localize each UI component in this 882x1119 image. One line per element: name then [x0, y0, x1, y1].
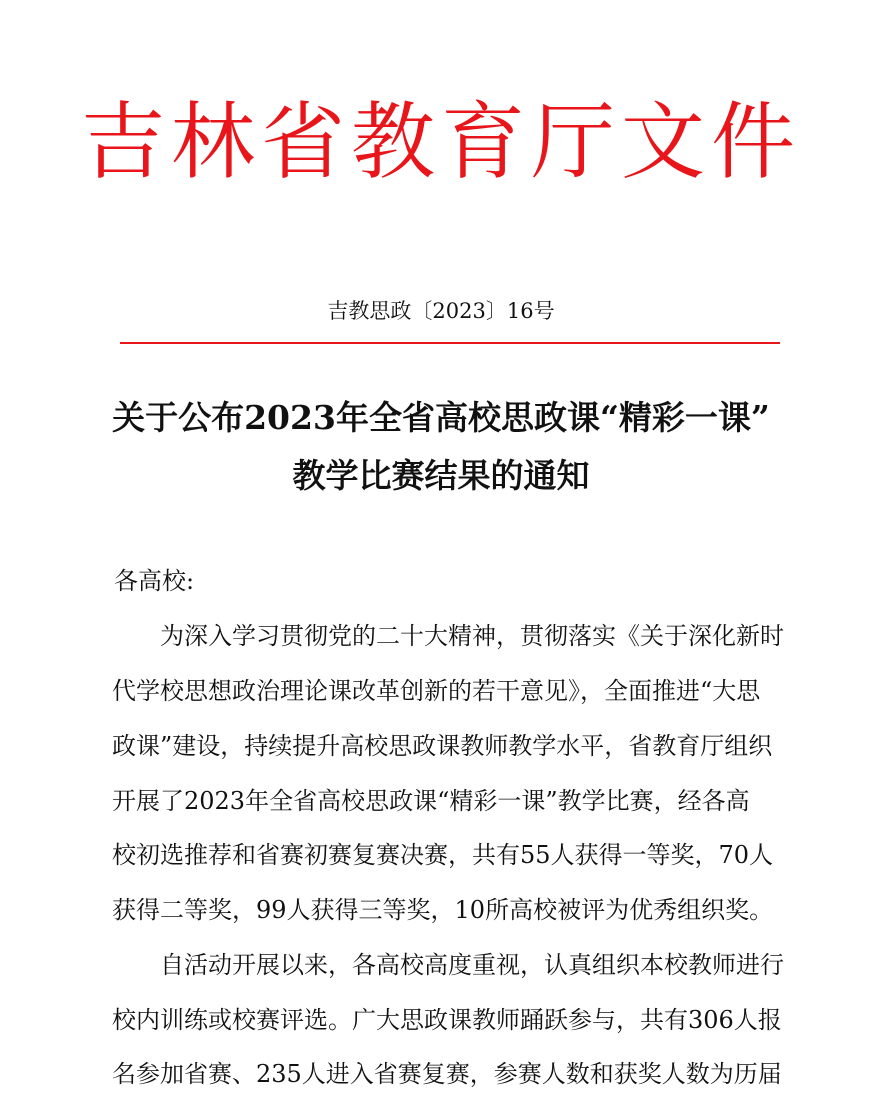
red-divider-line — [120, 342, 780, 344]
body-line: 名参加省赛、235人进入省赛复赛，参赛人数和获奖人数为历届 — [112, 1060, 782, 1088]
body-line: 为深入学习贯彻党的二十大精神，贯彻落实《关于深化新时 — [160, 622, 784, 650]
body-line: 校初选推荐和省赛初赛复赛决赛，共有55人获得一等奖，70人 — [112, 841, 774, 869]
body-line: 代学校思想政治理论课改革创新的若干意见》，全面推进“大思 — [112, 677, 761, 705]
body-line: 自活动开展以来，各高校高度重视，认真组织本校教师进行 — [160, 951, 784, 979]
document-number: 吉教思政〔2023〕16号 — [327, 299, 555, 323]
notice-title-line-2: 教学比赛结果的通知 — [292, 456, 590, 495]
body-line: 校内训练或校赛评选。广大思政课教师踊跃参与，共有306人报 — [112, 1006, 782, 1034]
document-header-title: 吉林省教育厅文件 — [80, 93, 801, 191]
body-line: 政课”建设，持续提升高校思政课教师教学水平，省教育厅组织 — [112, 732, 773, 760]
notice-title-line-1: 关于公布2023年全省高校思政课“精彩一课” — [112, 398, 770, 437]
body-line: 开展了2023年全省高校思政课“精彩一课”教学比赛，经各高 — [112, 787, 750, 815]
body-line: 获得二等奖，99人获得三等奖，10所高校被评为优秀组织奖。 — [112, 896, 774, 924]
salutation: 各高校: — [114, 567, 195, 595]
